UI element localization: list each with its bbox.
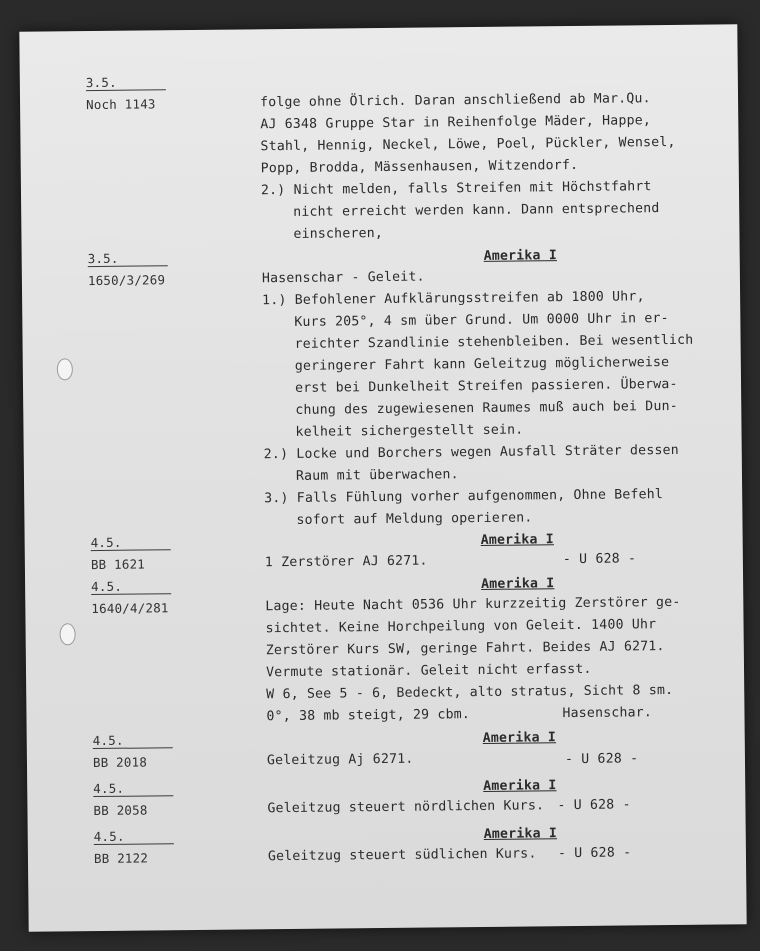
entry-line: kelheit sichergestellt sein. bbox=[295, 422, 524, 440]
entry-header: Amerika I bbox=[483, 248, 558, 264]
entry-line: reichter Szandlinie stehenbleiben. Bei wesentlich bbox=[294, 332, 694, 352]
entry-ref: 1640/4/281 bbox=[91, 600, 169, 617]
entry-line: 2.) Nicht melden, falls Streifen mit Höchstfahrt bbox=[260, 179, 652, 199]
entry-date: 4.5. bbox=[94, 828, 174, 845]
entry-line: Stahl, Hennig, Neckel, Löwe, Poel, Pückler, Wensel, bbox=[260, 134, 676, 155]
entry-header: Amerika I bbox=[483, 826, 558, 842]
entry-date: 4.5. bbox=[91, 578, 171, 595]
entry-signature: - U 628 - bbox=[562, 551, 637, 568]
entry-ref: BB 2018 bbox=[92, 754, 148, 771]
entry-line: folge ohne Ölrich. Daran anschließend ab Mar.Qu. bbox=[259, 91, 651, 111]
entry-ref: BB 2122 bbox=[93, 850, 149, 867]
entry-line: erst bei Dunkelheit Streifen passieren. Überwa- bbox=[294, 376, 678, 396]
entry-line: W 6, See 5 - 6, Bedeckt, alto stratus, Sicht 8 sm. bbox=[266, 682, 674, 703]
entry-line: Kurs 205°, 4 sm über Grund. Um 0000 Uhr in er- bbox=[294, 310, 669, 330]
entry-line: AJ 6348 Gruppe Star in Reihenfolge Mäder, Happe, bbox=[260, 113, 652, 133]
entry-date: 4.5. bbox=[93, 780, 173, 797]
entry-line: Geleitzug steuert nördlichen Kurs. bbox=[267, 798, 545, 817]
entry-ref: 1650/3/269 bbox=[87, 272, 166, 289]
punch-hole bbox=[60, 623, 76, 645]
entry-header: Amerika I bbox=[482, 730, 557, 746]
entry-line: Zerstörer Kurs SW, geringe Fahrt. Beides AJ 6271. bbox=[265, 639, 665, 659]
entry-line: Geleitzug steuert südlichen Kurs. bbox=[267, 846, 537, 865]
entry-line: Popp, Brodda, Mässenhausen, Witzendorf. bbox=[260, 157, 579, 177]
entry-line: Vermute stationär. Geleit nicht erfasst. bbox=[265, 661, 592, 681]
entry-header: Amerika I bbox=[480, 532, 554, 548]
entry-line: sichtet. Keine Horchpeilung von Geleit. 1400 Uhr bbox=[265, 617, 657, 637]
entry-line: chung des zugewiesenen Raumes muß auch bei Dun- bbox=[295, 398, 678, 418]
entry-ref: BB 1621 bbox=[90, 556, 146, 573]
entry-line: Geleitzug Aj 6271. bbox=[266, 751, 414, 769]
entry-line: 1 Zerstörer AJ 6271. bbox=[264, 553, 428, 571]
entry-line: 3.) Falls Fühlung vorher aufgenommen, Ohne Befehl bbox=[264, 487, 664, 507]
entry-ref: Noch 1143 bbox=[85, 96, 156, 113]
entry-line: 2.) Locke und Borchers wegen Ausfall Sträter dessen bbox=[263, 442, 679, 463]
entry-signature: Hasenschar. bbox=[562, 705, 653, 722]
entry-ref: BB 2058 bbox=[93, 802, 148, 819]
entry-date: 3.5. bbox=[88, 250, 168, 267]
entry-date: 4.5. bbox=[91, 534, 171, 551]
entry-signature: - U 628 - bbox=[557, 797, 631, 814]
entry-header: Amerika I bbox=[483, 778, 557, 794]
entry-line: geringerer Fahrt kann Geleitzug möglicherweise bbox=[294, 354, 670, 374]
entry-line: einscheren, bbox=[293, 225, 384, 242]
entry-signature: - U 628 - bbox=[564, 751, 639, 768]
entry-line: 1.) Befohlener Aufklärungsstreifen ab 1800 Uhr, bbox=[262, 289, 645, 309]
entry-line: sofort auf Meldung operieren. bbox=[296, 510, 533, 528]
entry-header: Amerika I bbox=[481, 576, 555, 592]
entry-date: 4.5. bbox=[93, 732, 173, 749]
entry-line: Lage: Heute Nacht 0536 Uhr kurzzeitig Zerstörer ge- bbox=[265, 594, 681, 615]
entry-line: nicht erreicht werden kann. Dann entsprechend bbox=[293, 201, 660, 220]
entry-date: 3.5. bbox=[86, 74, 166, 91]
document-page bbox=[19, 24, 746, 931]
entry-line: Hasenschar - Geleit. bbox=[261, 269, 425, 287]
entry-line: Raum mit überwachen. bbox=[295, 467, 459, 484]
punch-hole bbox=[57, 358, 73, 380]
entry-signature: - U 628 - bbox=[557, 845, 632, 862]
entry-line: 0°, 38 mb steigt, 29 cbm. bbox=[266, 707, 471, 725]
